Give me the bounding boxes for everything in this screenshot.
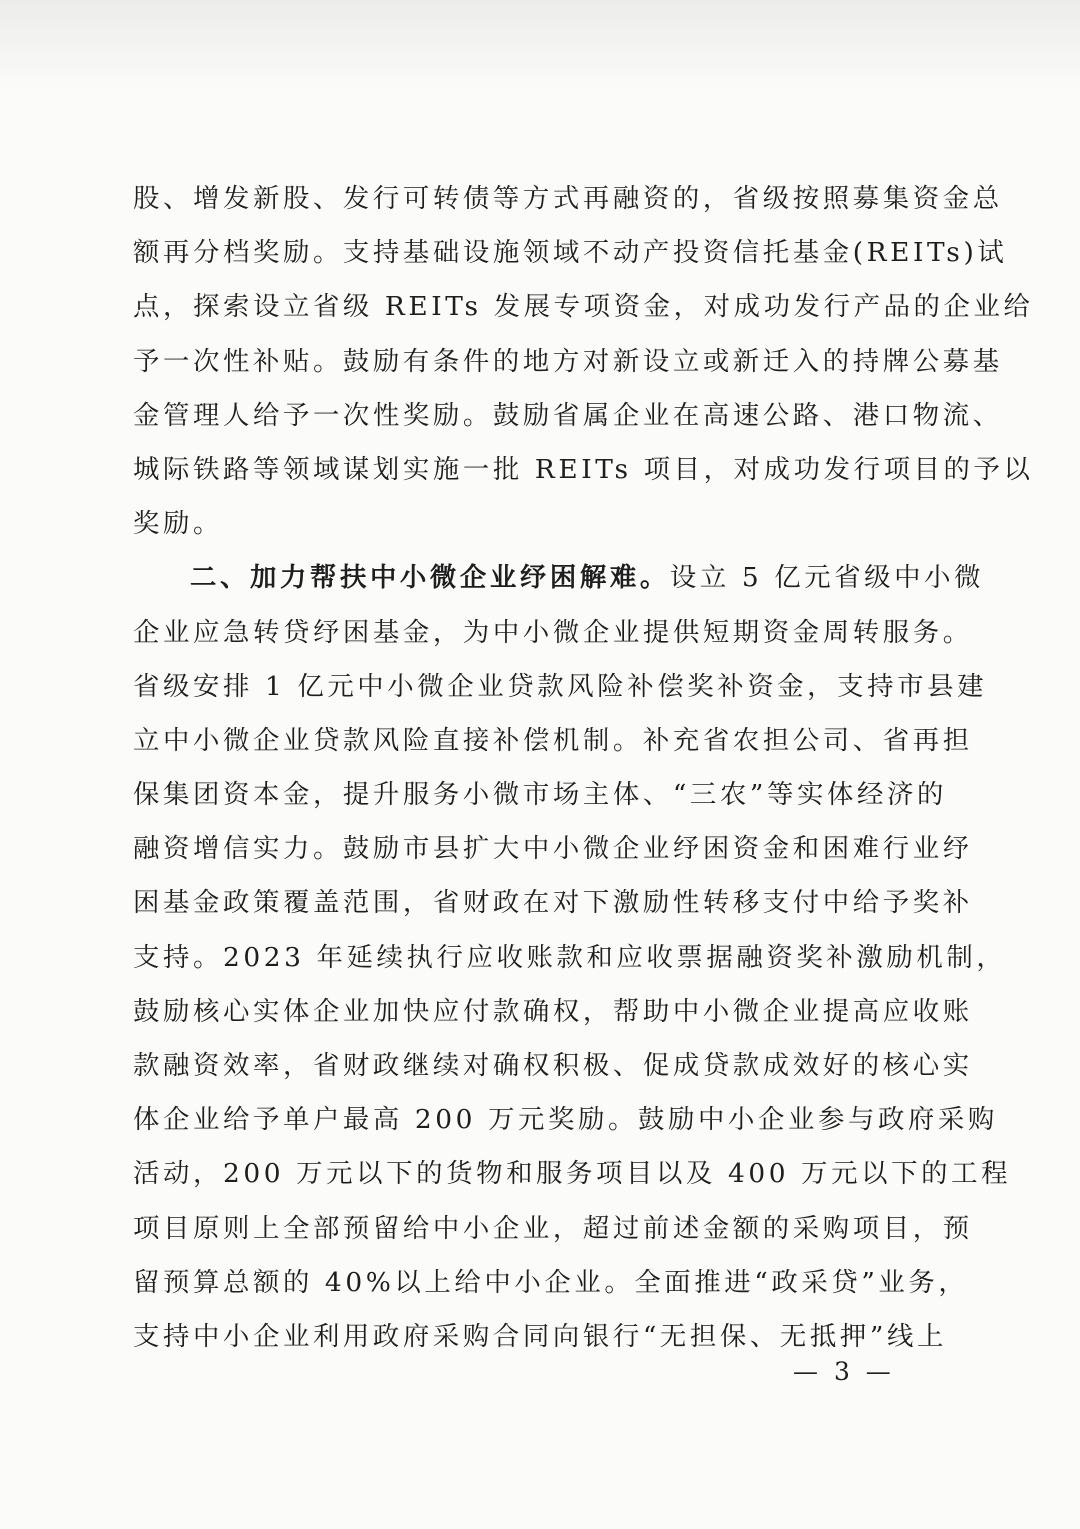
text-line: 金管理人给予一次性奖励。鼓励省属企业在高速公路、港口物流、 — [133, 399, 1003, 431]
text-line: 立中小微企业贷款风险直接补偿机制。补充省农担公司、省再担 — [133, 724, 973, 756]
page-number: — 3 — — [793, 1357, 895, 1386]
section-first-line — [133, 551, 985, 605]
text-line: 城际铁路等领域谋划实施一批 REITs 项目，对成功发行项目的予以 — [133, 453, 1034, 485]
text-line: 融资增信实力。鼓励市县扩大中小微企业纾困资金和困难行业纾 — [133, 833, 973, 865]
text-line: 保集团资本金，提升服务小微市场主体、“三农”等实体经济的 — [133, 779, 947, 811]
text-line: 支持中小企业利用政府采购合同向银行“无担保、无抵押”线上 — [133, 1320, 947, 1352]
text-line: 点，探索设立省级 REITs 发展专项资金，对成功发行产品的企业给 — [133, 291, 1034, 323]
text-line: 款融资效率，省财政继续对确权积极、促成贷款成效好的核心实 — [133, 1050, 973, 1081]
text-line: 支持。2023 年延续执行应收账款和应收票据融资奖补激励机制， — [133, 941, 1007, 973]
text-line: 困基金政策覆盖范围，省财政在对下激励性转移支付中给予奖补 — [133, 887, 973, 919]
text-line: 额再分档奖励。支持基础设施领域不动产投资信托基金(REITs)试 — [133, 237, 1008, 269]
text-line: 予一次性补贴。鼓励有条件的地方对新设立或新迁入的持牌公募基 — [133, 345, 1003, 377]
text-line: 企业应急转贷纾困基金，为中小微企业提供短期资金周转服务。 — [133, 616, 973, 648]
text-line: 留预算总额的 40%以上给中小企业。全面推进“政采贷”业务， — [133, 1266, 969, 1298]
text-line: 鼓励核心实体企业加快应付款确权，帮助中小微企业提高应收账 — [133, 995, 973, 1027]
document-body — [133, 172, 1034, 1364]
section-heading-continuation: 设立 5 亿元省级中小微 — [669, 562, 985, 594]
text-line: 股、增发新股、发行可转债等方式再融资的，省级按照募集资金总 — [133, 183, 1003, 214]
text-line: 项目原则上全部预留给中小企业，超过前述金额的采购项目，预 — [133, 1212, 973, 1244]
section-heading: 二、加力帮扶中小微企业纾困解难。 — [190, 562, 670, 594]
text-line: 活动，200 万元以下的货物和服务项目以及 400 万元以下的工程 — [133, 1158, 1012, 1190]
text-line: 省级安排 1 亿元中小微企业贷款风险补偿奖补资金，支持市县建 — [133, 670, 988, 702]
scan-edge-shadow — [0, 0, 1080, 90]
text-line: 体企业给予单户最高 200 万元奖励。鼓励中小企业参与政府采购 — [133, 1104, 998, 1136]
text-line: 奖励。 — [133, 508, 223, 540]
